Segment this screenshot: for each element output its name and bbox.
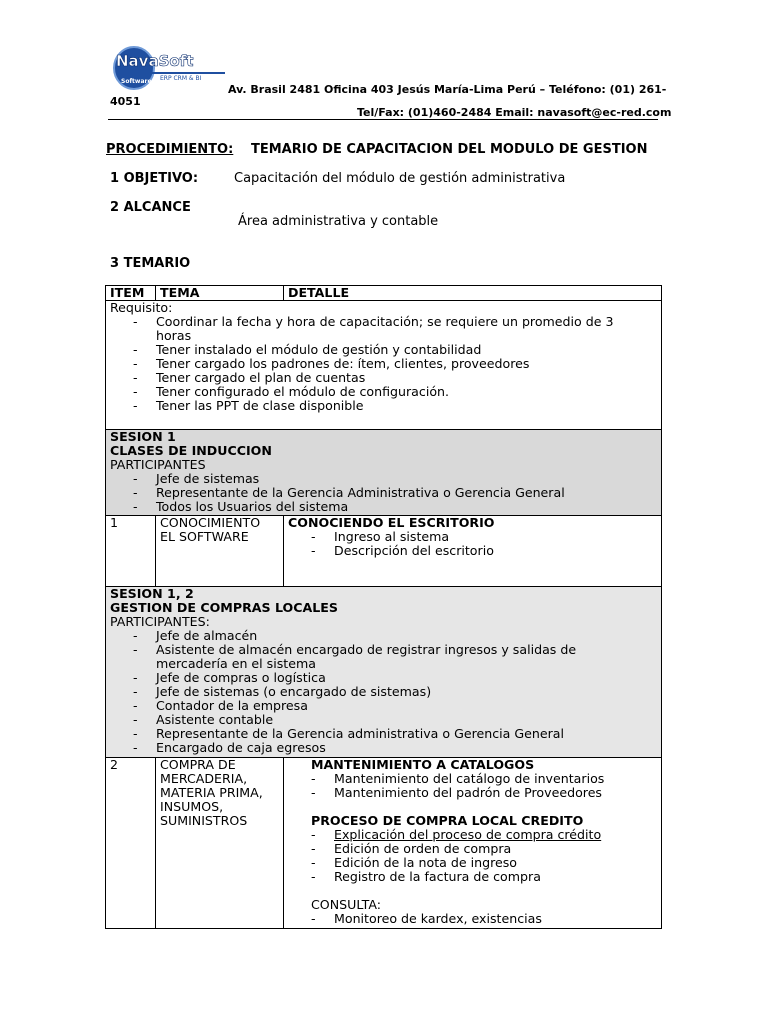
list-item: - Edición de orden de compra	[311, 842, 657, 856]
session-1-participants	[110, 472, 657, 514]
table-header-row	[106, 286, 661, 300]
list-item: - Todos los Usuarios del sistema	[110, 500, 657, 514]
list-item: - Mantenimiento del catálogo de inventarios	[311, 772, 657, 786]
logo-text-sub: Software	[121, 78, 152, 85]
credit-purchase-title: PROCESO DE COMPRA LOCAL CREDITO	[311, 813, 584, 828]
header-tema: TEMA	[156, 286, 284, 300]
objective-label: 1 OBJETIVO:	[110, 171, 199, 186]
row-2-tema-line: SUMINISTROS	[160, 813, 248, 828]
row-1-details	[288, 530, 657, 558]
row-2-tema-line: INSUMOS,	[160, 799, 224, 814]
navasoft-logo	[113, 44, 229, 92]
list-item: - Descripción del escritorio	[288, 544, 657, 558]
address-line-2: 4051	[110, 95, 141, 108]
list-item: - Tener cargado el plan de cuentas	[110, 371, 657, 385]
row-2-tema	[156, 758, 284, 928]
session-1-title: SESION 1	[110, 429, 176, 444]
procedure-label: PROCEDIMIENTO:	[106, 142, 234, 157]
row-2-tema-line: MATERIA PRIMA,	[160, 785, 263, 800]
contact-line: Tel/Fax: (01)460-2484 Email: navasoft@ec-red.com	[357, 106, 672, 119]
session-1-2-subtitle: GESTION DE COMPRAS LOCALES	[110, 600, 338, 615]
query-title: CONSULTA:	[311, 897, 381, 912]
requirements-list	[110, 315, 657, 413]
header-detalle: DETALLE	[288, 285, 350, 300]
list-item: - Asistente de almacén encargado de registrar ingresos y salidas de mercadería en el sistema	[110, 643, 657, 671]
list-item: - Jefe de sistemas (o encargado de sistemas)	[110, 685, 657, 699]
row-2-tema-line: COMPRA DE	[160, 757, 236, 772]
row-2-tema-line: MERCADERIA,	[160, 771, 248, 786]
row-1-tema: CONOCIMIENTO EL SOFTWARE	[156, 516, 284, 586]
list-item: - Tener cargado los padrones de: ítem, clientes, proveedores	[110, 357, 657, 371]
session-1-2-participants	[110, 629, 657, 755]
syllabus-table	[105, 285, 662, 929]
scope-text: Área administrativa y contable	[238, 214, 439, 229]
row-1-detail-title: CONOCIENDO EL ESCRITORIO	[288, 515, 495, 530]
scope-label: 2 ALCANCE	[110, 200, 191, 215]
procedure-title: TEMARIO DE CAPACITACION DEL MODULO DE GESTION	[251, 142, 648, 157]
list-item: - Jefe de compras o logística	[110, 671, 657, 685]
list-item: - Contador de la empresa	[110, 699, 657, 713]
catalog-maintenance-title: MANTENIMIENTO A CATALOGOS	[311, 757, 535, 772]
list-item: - Mantenimiento del padrón de Proveedores	[311, 786, 657, 800]
list-item: - Tener instalado el módulo de gestión y contabilidad	[110, 343, 657, 357]
session-1-2-title: SESION 1, 2	[110, 586, 194, 601]
row-1-item: 1	[106, 516, 156, 586]
list-item: - Monitoreo de kardex, existencias	[311, 912, 657, 926]
catalog-maintenance-list	[311, 772, 657, 800]
list-item: - Jefe de sistemas	[110, 472, 657, 486]
list-item: - Ingreso al sistema	[288, 530, 657, 544]
row-2-item: 2	[106, 758, 156, 928]
query-list	[311, 912, 657, 926]
session-1-subtitle: CLASES DE INDUCCION	[110, 443, 272, 458]
session-1-2-row	[106, 586, 661, 757]
session-1-2-participants-label: PARTICIPANTES:	[110, 614, 210, 629]
list-item: - Jefe de almacén	[110, 629, 657, 643]
table-row	[106, 757, 661, 928]
session-1-participants-label: PARTICIPANTES	[110, 457, 206, 472]
list-item: - Explicación del proceso de compra crédito	[311, 828, 657, 842]
objective-text: Capacitación del módulo de gestión administrativa	[234, 171, 566, 186]
requirements-title: Requisito:	[110, 300, 173, 315]
list-item: - Edición de la nota de ingreso	[311, 856, 657, 870]
list-item: - Representante de la Gerencia administrativa o Gerencia General	[110, 727, 657, 741]
list-item: - Coordinar la fecha y hora de capacitación; se requiere un promedio de 3 horas	[110, 315, 657, 343]
list-item: - Tener las PPT de clase disponible	[110, 399, 657, 413]
credit-purchase-list	[311, 828, 657, 884]
syllabus-label: 3 TEMARIO	[110, 256, 191, 271]
session-1-row	[106, 429, 661, 515]
list-item: - Registro de la factura de compra	[311, 870, 657, 884]
list-item: - Tener configurado el módulo de configuración.	[110, 385, 657, 399]
logo-text-tag: ERP CRM & BI	[160, 75, 202, 82]
header-item: ITEM	[106, 286, 156, 300]
list-item: - Representante de la Gerencia Administrativa o Gerencia General	[110, 486, 657, 500]
list-item: - Asistente contable	[110, 713, 657, 727]
address-line-1: Av. Brasil 2481 Oficina 403 Jesús María-Lima Perú – Teléfono: (01) 261-	[228, 83, 667, 96]
logo-text-main-part1: NavaSoft	[116, 52, 194, 70]
requirements-row	[106, 300, 661, 429]
header-divider	[108, 119, 658, 120]
table-row	[106, 515, 661, 586]
list-item: - Encargado de caja egresos	[110, 741, 657, 755]
